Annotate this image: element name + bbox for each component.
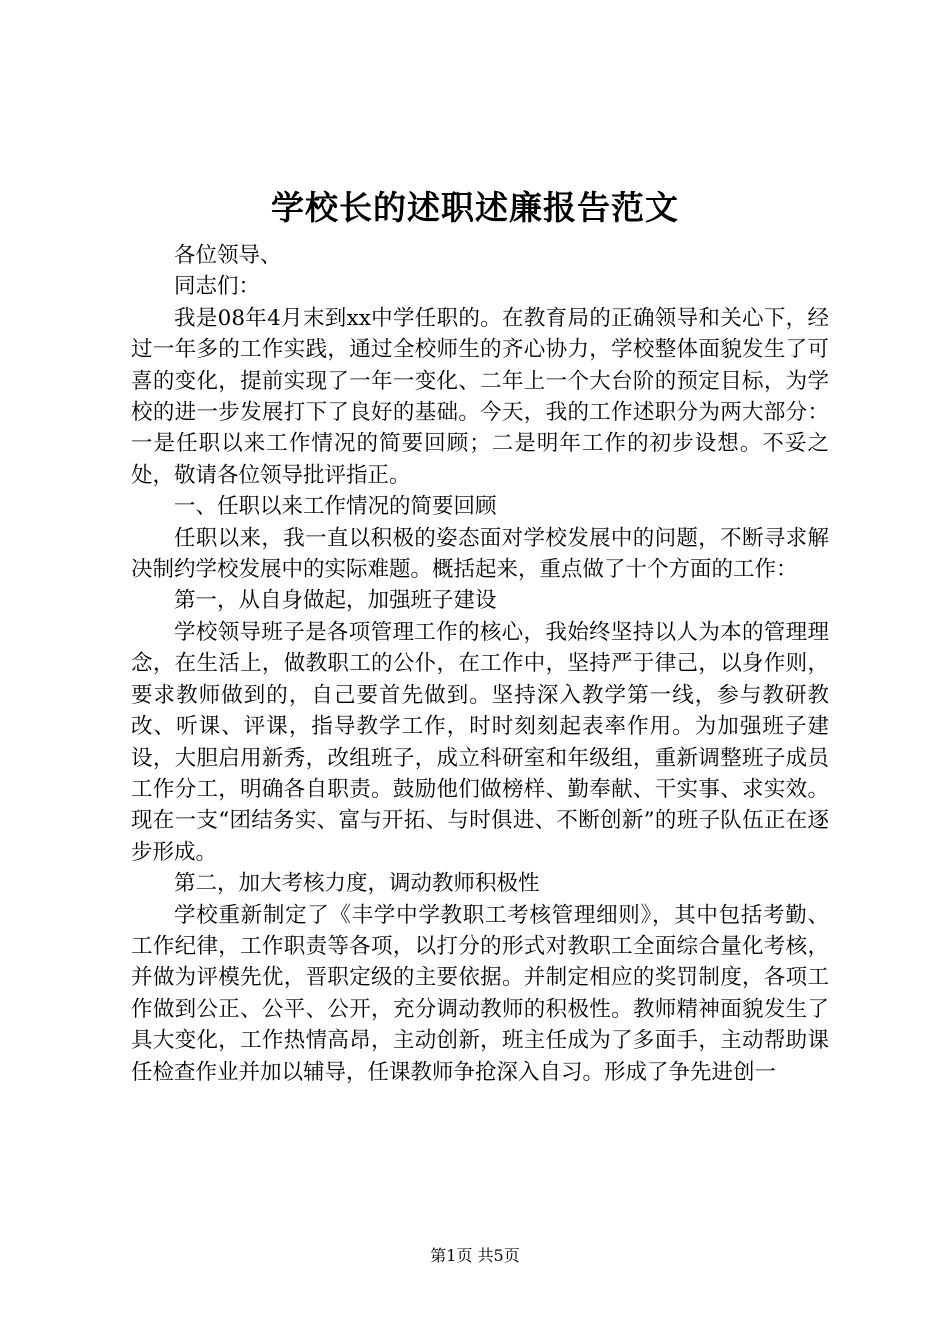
section-heading-1: 一、任职以来工作情况的简要回顾 <box>174 494 497 520</box>
page-footer: 第1页 共5页 <box>430 1246 520 1265</box>
subheading-2: 第二，加大考核力度，调动教师积极性 <box>174 871 540 897</box>
section-intro-paragraph: 任职以来，我一直以积极的姿态面对学校发展中的问题，不断寻求解决制约学校发展中的实际难题。概括起来，重点做了十个方面的工作： <box>131 525 829 583</box>
document-title: 学校长的述职述廉报告范文 <box>271 188 679 227</box>
intro-paragraph: 我是08年4月末到xx中学任职的。在教育局的正确领导和关心下，经过一年多的工作实践，通过全校师生的齐心协力，学校整体面貌发生了可喜的变化，提前实现了一年一变化、二年上一个大台阶的预定目标，为学校的进一步发展打下了良好的基础。今天，我的工作述职分为两大部分：一是任职以来工作情况的简要回顾；二是明年工作的初步设想。不妥之处，敬请各位领导批评指正。 <box>131 305 829 488</box>
salutation-line-2: 同志们： <box>174 274 261 300</box>
body-paragraph-1: 学校领导班子是各项管理工作的核心，我始终坚持以人为本的管理理念，在生活上，做教职工的公仆，在工作中，坚持严于律己，以身作则，要求教师做到的，自己要首先做到。坚持深入教学第一线，参与教研教改、听课、评课，指导教学工作，时时刻刻起表率作用。为加强班子建设，大胆启用新秀，改组班子，成立科研室和年级组，重新调整班子成员工作分工，明确各自职责。鼓励他们做榜样、勤奉献、干实事、求实效。现在一支“团结务实、富与开拓、与时俱进、不断创新”的班子队伍正在逐步形成。 <box>131 619 829 865</box>
body-paragraph-2: 学校重新制定了《丰学中学教职工考核管理细则》，其中包括考勤、工作纪律，工作职责等各项，以打分的形式对教职工全面综合量化考核，并做为评模先优，晋职定级的主要依据。并制定相应的奖罚制度，各项工作做到公正、公平、公开，充分调动教师的积极性。教师精神面貌发生了具大变化，工作热情高昂，主动创新，班主任成为了多面手，主动帮助课任检查作业并加以辅导，任课教师争抢深入自习。形成了争先进创一 <box>131 902 829 1085</box>
document-body <box>131 240 829 1088</box>
salutation-line-1: 各位领导、 <box>174 243 282 268</box>
subheading-1: 第一，从自身做起，加强班子建设 <box>174 588 497 614</box>
